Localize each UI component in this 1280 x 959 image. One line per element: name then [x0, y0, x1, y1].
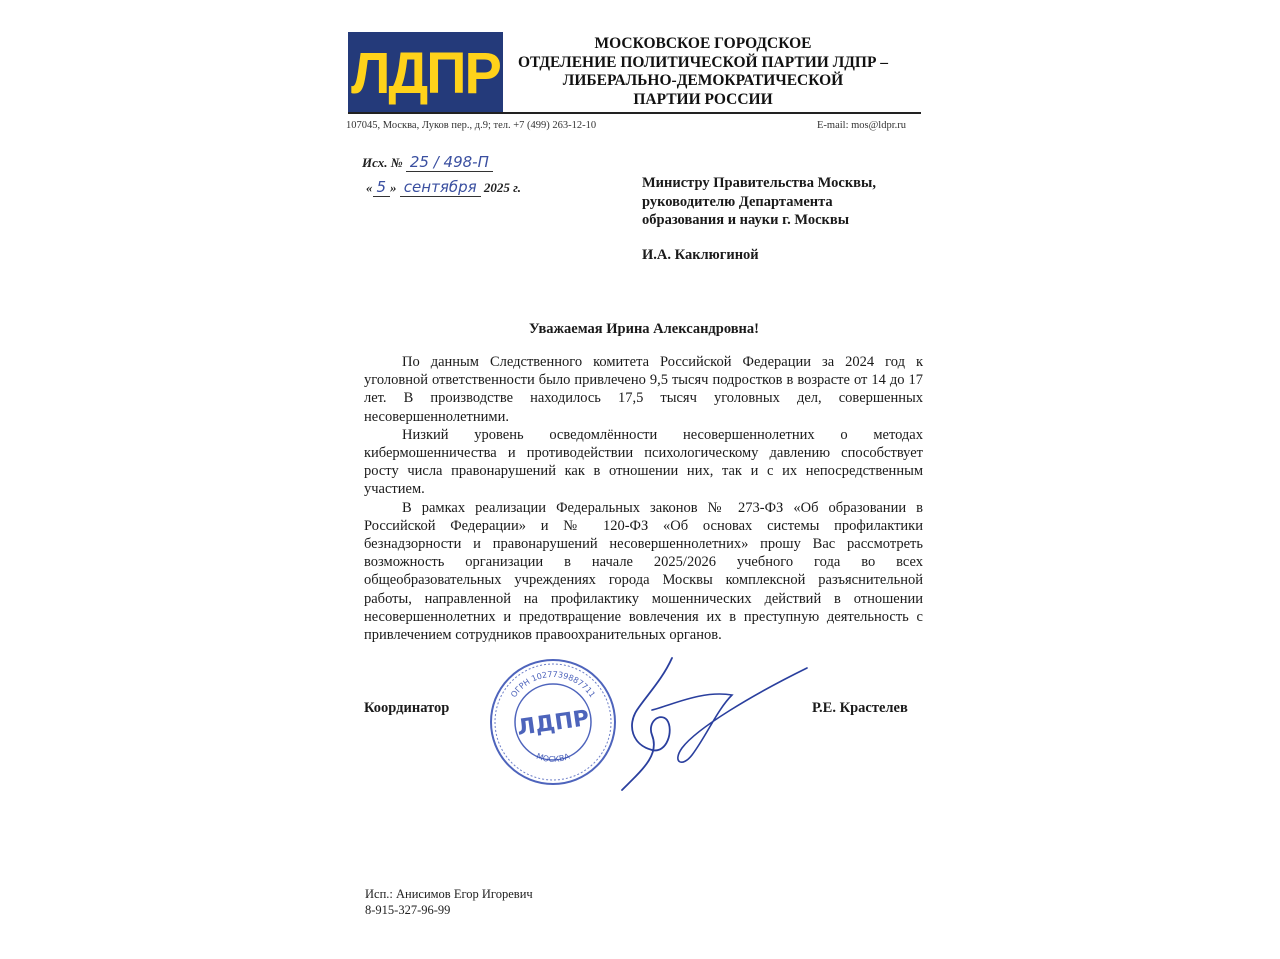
organization-title [508, 35, 898, 109]
date-quote-close: » [390, 180, 397, 195]
executor-phone: 8-915-327-96-99 [365, 903, 451, 917]
signer-name: Р.Е. Крастелев [812, 700, 908, 716]
addressee-block [642, 174, 876, 230]
party-stamp [488, 657, 618, 787]
signer-position: Координатор [364, 700, 450, 716]
body-paragraph: В рамках реализации Федеральных законов № 273-ФЗ «Об образовании в Российской Федерации» и № 120-ФЗ «Об основах системы профилактики безнадзорности и правонарушений несовершеннолетних» прошу Вас рассмотреть возможность организации в начале 2025/2026 учебного года во всех общеобразовательных учреждениях города Москвы комплексной разъяснительной работы, направленной на профилактику мошеннических действий в отношении несовершеннолетних и предотвращение вовлечения их в преступную деятельность с привлечением сотрудников правоохранительных органов. [364, 499, 923, 644]
logo-text: ЛДПР [351, 38, 500, 106]
outgoing-number-value: 25 / 498-П [406, 153, 493, 172]
body-paragraph: По данным Следственного комитета Российской Федерации за 2024 год к уголовной ответственности было привлечено 9,5 тысяч подростков в возрасте от 14 до 17 лет. В производстве находилось 17,5 тысяч уголовных дел, совершенных несовершеннолетними. [364, 354, 923, 425]
org-line: ОТДЕЛЕНИЕ ПОЛИТИЧЕСКОЙ ПАРТИИ ЛДПР – [517, 53, 889, 71]
org-email: E-mail: mos@ldpr.ru [817, 120, 906, 131]
letter-body [364, 353, 923, 644]
outgoing-number-label: Исх. № [362, 155, 403, 170]
handwritten-signature [612, 650, 812, 795]
outgoing-number [362, 153, 493, 172]
org-line: МОСКОВСКОЕ ГОРОДСКОЕ [594, 35, 812, 52]
date-day: 5 [373, 178, 391, 197]
ldpr-logo [348, 32, 503, 112]
executor-footer [365, 886, 533, 918]
stamp-top-text: ОГРН 1027739887711 [509, 669, 597, 700]
header-divider [348, 112, 921, 114]
addressee-line: руководителю Департамента [642, 193, 833, 210]
addressee-line: образования и науки г. Москвы [642, 212, 850, 228]
date-quote-open: « [366, 180, 373, 195]
date-month: сентября [400, 178, 481, 197]
svg-text:МОСКВА [535, 752, 571, 764]
date-year: 2025 г. [483, 180, 522, 195]
body-paragraph: Низкий уровень осведомлённости несовершеннолетних о методах кибермошенничества и противодействии психологическому давлению способствует росту числа правонарушений как в отношении них, так и с их непосредственным участием. [364, 426, 923, 498]
outgoing-date [366, 178, 521, 197]
executor-name: Исп.: Анисимов Егор Игоревич [365, 887, 533, 901]
addressee-line: Министру Правительства Москвы, [642, 175, 876, 191]
org-line: ЛИБЕРАЛЬНО-ДЕМОКРАТИЧЕСКОЙ [562, 72, 844, 89]
stamp-bottom-text: МОСКВА [535, 751, 571, 764]
salutation: Уважаемая Ирина Александровна! [529, 321, 759, 337]
org-address: 107045, Москва, Луков пер., д.9; тел. +7 (499) 263-12-10 [346, 120, 597, 131]
stamp-center-text: ЛДПР [515, 706, 591, 741]
org-line: ПАРТИИ РОССИИ [633, 90, 773, 108]
addressee-name: И.А. Каклюгиной [642, 247, 759, 263]
